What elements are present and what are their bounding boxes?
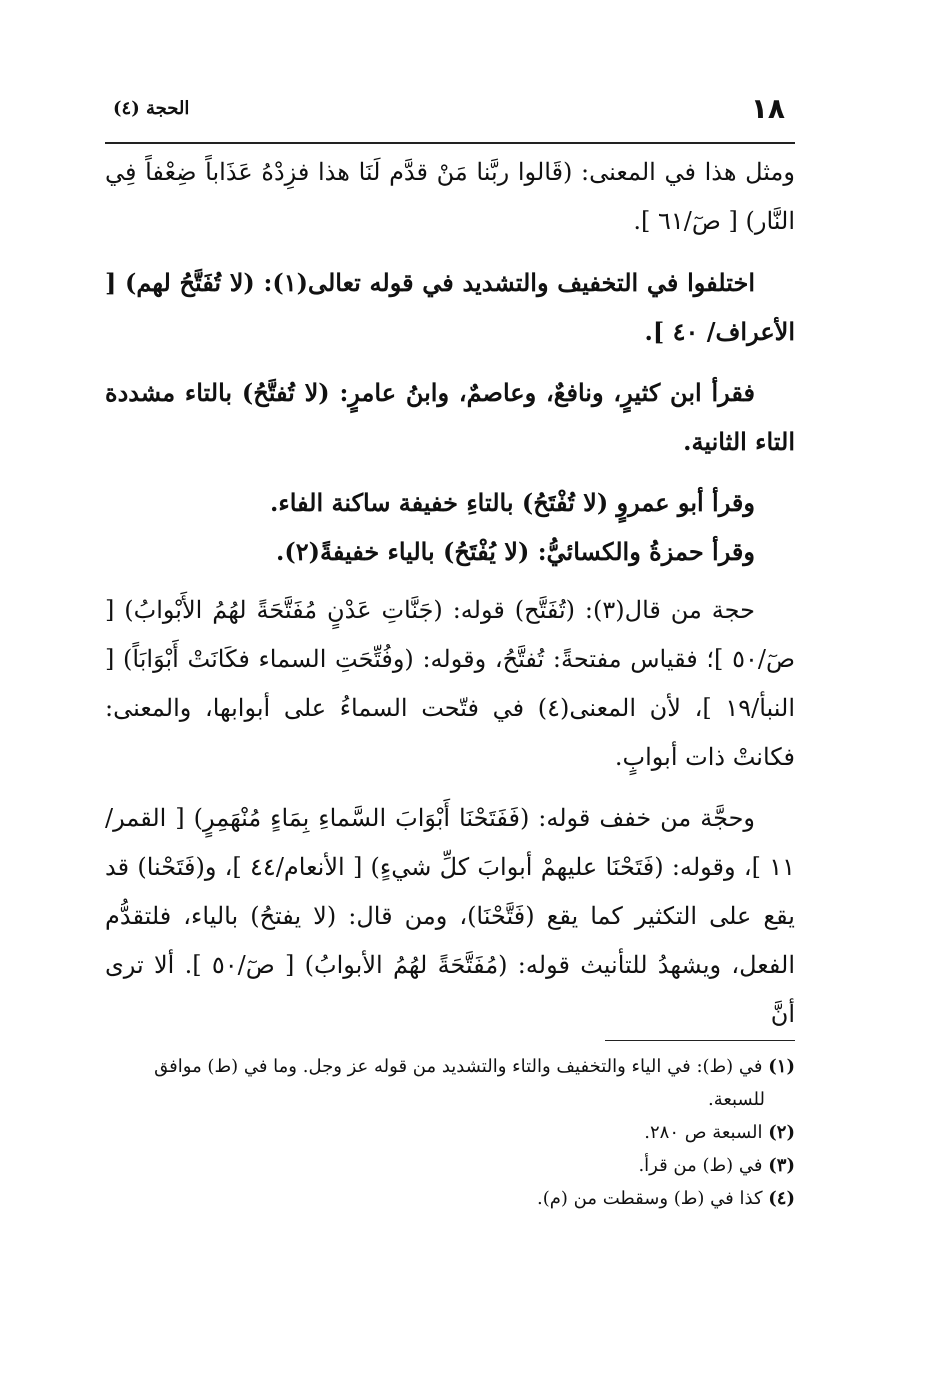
page-number: ١٨ <box>750 92 785 125</box>
footnote-number: (٢) <box>768 1122 795 1143</box>
footnote-text: في (ط) من قرأ. <box>638 1155 763 1176</box>
page-header <box>105 88 795 132</box>
running-title: الحجة (٤) <box>113 98 190 119</box>
header-rule <box>105 142 795 144</box>
book-page <box>105 70 795 1330</box>
paragraph-6: حجة من قال(٣): (تُفَتَّح) قوله: (جَنَّاتِ عَدْنٍ مُفَتَّحَةً لهُمُ الأَبْوابُ) [ صٓ/٥٠ ]؛ فقياس مفتحةً: تُفتَّحُ، وقوله: (وفُتِّحَتِ السماء فكَانَتْ أَبْوَابَاً) [ النبأ/١٩ ]، لأن المعنى(٤) في فتّحت السماءُ على أبوابها، والمعنى: فكانتْ ذات أبوابٍ. <box>105 596 795 771</box>
paragraph-2: اختلفوا في التخفيف والتشديد في قوله تعالى(١): (لا تُفَتَّحُ لهم) [ الأعراف/ ٤٠ ]. <box>105 268 795 346</box>
footnote-3 <box>105 1149 795 1182</box>
paragraph-5: وقرأ حمزةُ والكسائيُّ: (لا يُفْتَحُ) بالياء خفيفةً(٢). <box>275 537 755 566</box>
footnote-number: (٤) <box>768 1188 795 1209</box>
footnote-number: (٣) <box>768 1155 795 1176</box>
paragraph-7: وحجَّة من خفف قوله: (فَفَتَحْنَا أَبْوَابَ السَّماءِ بِمَاءٍ مُنْهَمِرٍ) [ القمر/١١ ]، وقوله: (فَتَحْنَا عليهمْ أبوابَ كلِّ شيءٍ) [ الأنعام/٤٤ ]، و(فَتَحْنا) قد يقع على التكثير كما يقع (فَتَّحْنَا)، ومن قال: (لا يفتحُ) بالياء، فلتقدُّم الفعل، ويشهدُ للتأنيث قوله: (مُفَتَّحَةً لهُمُ الأبوابُ) [ صٓ/٥٠ ]. ألا ترى أنَّ <box>105 804 795 1028</box>
body-text <box>105 148 795 1051</box>
footnote-4 <box>105 1182 795 1215</box>
footnote-2 <box>105 1116 795 1149</box>
footnote-rule <box>605 1040 795 1041</box>
footnote-text: كذا في (ط) وسقطت من (م). <box>537 1188 763 1209</box>
footnotes <box>105 1050 795 1215</box>
footnote-number: (١) <box>768 1056 795 1077</box>
paragraph-1: ومثل هذا في المعنى: (قَالوا ربَّنا مَنْ قدَّم لَنَا هذا فزِدْهُ عَذَاباً ضِعْفاً فِي النَّار) [ صٓ/٦١ ]. <box>105 158 795 235</box>
paragraph-4: وقرأ أبو عمروٍ (لا تُفْتَحُ) بالتاءِ خفيفة ساكنة الفاء. <box>270 488 755 517</box>
footnote-text: في (ط): في الياء والتخفيف والتاء والتشديد من قوله عز وجل. وما في (ط) موافق للسبعة. <box>154 1056 765 1110</box>
footnote-text: السبعة ص ٢٨٠. <box>644 1122 763 1143</box>
footnote-1 <box>105 1050 795 1116</box>
paragraph-3: فقرأ ابن كثيرٍ، ونافعٌ، وعاصمٌ، وابنُ عامرٍ: (لا تُفتَّحُ) بالتاء مشددة التاء الثانية. <box>105 378 795 456</box>
